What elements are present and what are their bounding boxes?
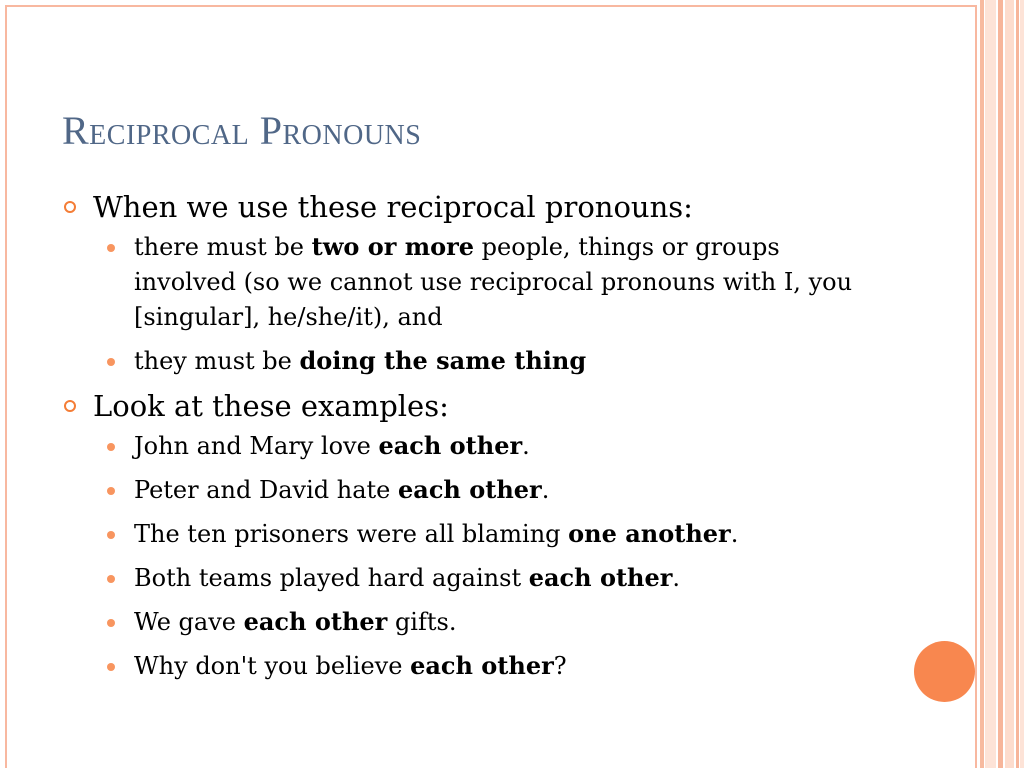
ring-bullet-icon [64, 400, 76, 412]
item-text: people, things or groups involved (so we cannot use reciprocal pronouns with I, you [singular], he/she/it), and [134, 233, 853, 331]
item-text: Peter and David hate [134, 476, 398, 504]
list-item [64, 560, 884, 596]
item-text: Why don't you believe [134, 652, 411, 680]
item-text: . [672, 564, 681, 592]
list-item [64, 648, 884, 684]
list-item [64, 343, 884, 379]
dot-bullet-icon [107, 619, 115, 627]
item-emphasis: each other [410, 651, 554, 680]
list-item [64, 229, 884, 335]
item-text: The ten prisoners were all blaming [134, 520, 569, 548]
item-text: they must be [134, 347, 300, 375]
bullet-list [64, 428, 884, 684]
item-text: John and Mary love [134, 432, 379, 460]
stripe [1005, 0, 1014, 768]
section-heading-text: When we use these reciprocal pronouns: [93, 190, 693, 224]
slide-title: Reciprocal Pronouns [62, 108, 422, 153]
section-heading-text: Look at these examples: [93, 389, 449, 423]
item-emphasis: two or more [311, 232, 475, 261]
item-text: there must be [134, 233, 312, 261]
dot-bullet-icon [107, 487, 115, 495]
item-text: . [541, 476, 550, 504]
list-item [64, 604, 884, 640]
item-text: gifts. [387, 608, 457, 636]
dot-bullet-icon [107, 663, 115, 671]
item-text: Both teams played hard against [134, 564, 529, 592]
dot-bullet-icon [107, 531, 115, 539]
item-emphasis: one another [568, 519, 731, 548]
item-text: . [522, 432, 530, 460]
dot-bullet-icon [107, 358, 115, 366]
item-text: We gave [134, 608, 244, 636]
item-emphasis: doing the same thing [299, 346, 587, 375]
list-item [64, 428, 884, 464]
slide-content [64, 188, 884, 692]
stripe [985, 0, 996, 768]
section-heading [64, 188, 884, 226]
bullet-list [64, 229, 884, 379]
stripe [1016, 0, 1019, 768]
ring-bullet-icon [64, 201, 76, 213]
list-item [64, 472, 884, 508]
item-emphasis: each other [528, 563, 673, 592]
item-text: . [730, 520, 739, 548]
decorative-stripes [980, 0, 1024, 768]
dot-bullet-icon [107, 575, 115, 583]
stripe [1020, 0, 1024, 768]
stripe [980, 0, 984, 768]
dot-bullet-icon [107, 244, 115, 252]
list-item [64, 516, 884, 552]
item-emphasis: each other [398, 475, 542, 504]
decorative-circle [914, 641, 975, 702]
item-emphasis: each other [378, 431, 523, 460]
stripe [998, 0, 1003, 768]
item-text: ? [553, 652, 567, 680]
item-emphasis: each other [243, 607, 388, 636]
section-heading [64, 387, 884, 425]
dot-bullet-icon [107, 443, 115, 451]
